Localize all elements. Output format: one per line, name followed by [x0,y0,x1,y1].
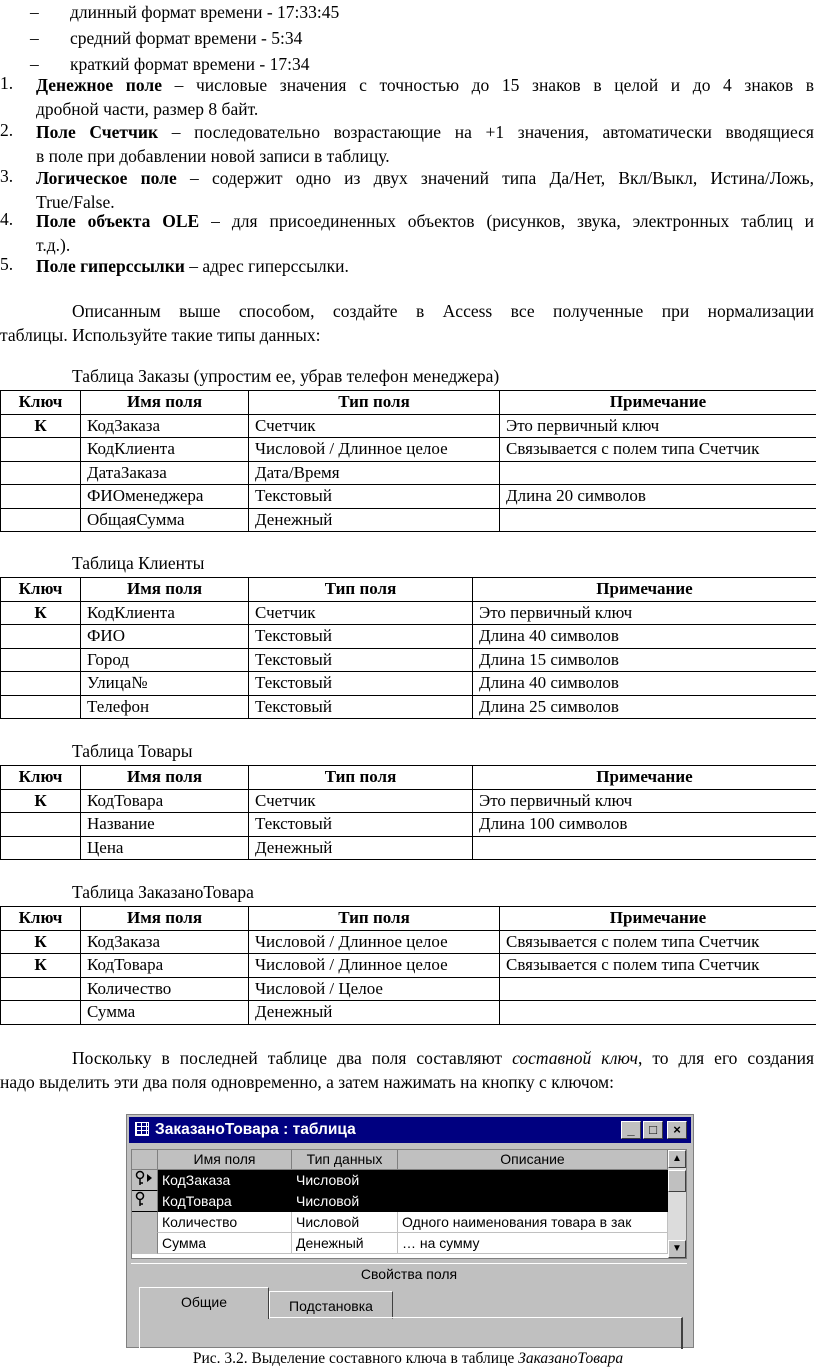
item-text: – адрес гиперссылки. [184,256,349,276]
column-header: Тип поля [249,578,473,602]
field-name-cell: Телефон [81,695,249,719]
item-text-line2: True/False. [36,192,115,212]
data-type-cell[interactable]: Числовой [292,1212,398,1233]
dash-marker: – [30,54,39,74]
window-title-bar[interactable] [129,1117,691,1143]
table-row [1,813,816,837]
description-cell[interactable] [398,1191,668,1212]
field-type-cell: Числовой / Длинное целое [249,954,500,978]
table-icon [135,1122,149,1136]
field-type-cell: Дата/Время [249,461,500,485]
column-header: Ключ [1,391,81,415]
field-name-cell: Цена [81,836,249,860]
item-text: – содержит одно из двух значений типа Да/Нет, Вкл/Выкл, Истина/Ложь, [176,168,815,188]
table-caption: Таблица Клиенты [72,553,205,573]
table-row [1,438,816,462]
note-cell: Связывается с полем типа Счетчик [500,438,816,462]
note-cell: Связывается с полем типа Счетчик [500,930,816,954]
note-cell: Длина 25 символов [473,695,816,719]
table-row[interactable] [132,1191,668,1212]
note-cell: Длина 15 символов [473,648,816,672]
note-cell [500,1001,816,1025]
field-name-cell: КодКлиента [81,438,249,462]
table-caption: Таблица Товары [72,741,193,761]
caption-emphasis: ЗаказаноТовара [518,1350,624,1367]
paragraph-line: таблицы. Используйте такие типы данных: [0,325,321,345]
item-number: 2. [0,120,14,140]
scroll-up-icon[interactable]: ▲ [668,1150,686,1168]
note-cell: Связывается с полем типа Счетчик [500,954,816,978]
field-name-cell: Город [81,648,249,672]
note-cell: Это первичный ключ [500,414,816,438]
dash-marker: – [30,28,39,48]
field-name-cell: КодЗаказа [81,414,249,438]
field-type-cell: Текстовый [249,625,473,649]
data-type-cell[interactable]: Денежный [292,1233,398,1254]
description-cell[interactable] [398,1170,668,1191]
field-name-cell: ОбщаяСумма [81,508,249,532]
item-number: 5. [0,254,14,274]
row-selector-header [132,1150,158,1170]
dash-marker: – [30,2,39,22]
table-row [1,672,816,696]
table-row [1,977,816,1001]
field-type-cell: Текстовый [249,672,473,696]
paragraph-line: надо выделить эти два поля одновременно, а затем нажимать на кнопку с ключом: [0,1072,614,1092]
column-header: Имя поля [81,766,249,790]
item-number: 4. [0,209,14,229]
key-cell: К [1,954,81,978]
field-name-cell: ФИО [81,625,249,649]
key-cell [1,977,81,1001]
table-row [1,836,816,860]
column-header: Тип поля [249,766,473,790]
table-row[interactable] [132,1170,668,1191]
table-row[interactable] [132,1233,668,1254]
key-cell [1,695,81,719]
field-name-cell: КодЗаказа [81,930,249,954]
field-name-cell: ДатаЗаказа [81,461,249,485]
caption-text: Рис. 3.2. Выделение составного ключа в таблице [192,1350,519,1367]
note-cell: Это первичный ключ [473,601,816,625]
paragraph-line: Описанным выше способом, создайте в Access все полученные при нормализации [72,301,814,321]
row-selector[interactable] [132,1170,158,1191]
table-row [1,789,816,813]
table-row [1,461,816,485]
note-cell [500,508,816,532]
key-cell [1,461,81,485]
table-row [1,1001,816,1025]
column-header: Тип поля [249,907,500,931]
note-cell: Длина 100 символов [473,813,816,837]
column-header: Ключ [1,578,81,602]
field-name-cell: Название [81,813,249,837]
field-type-cell: Текстовый [249,485,500,509]
column-header: Имя поля [81,578,249,602]
column-header-data-type[interactable]: Тип данных [292,1150,398,1170]
key-cell: К [1,789,81,813]
field-name-cell: Количество [81,977,249,1001]
note-cell: Длина 20 символов [500,485,816,509]
key-cell [1,1001,81,1025]
figure-caption [0,1350,816,1368]
column-header-description[interactable]: Описание [398,1150,668,1170]
key-cell: К [1,601,81,625]
table-row [1,485,816,509]
description-cell[interactable]: … на сумму [398,1233,668,1254]
table-row[interactable] [132,1212,668,1233]
item-term: Поле гиперссылки [36,256,185,276]
key-cell [1,672,81,696]
row-selector[interactable] [132,1191,158,1212]
scroll-down-icon[interactable]: ▼ [668,1240,686,1258]
column-header: Тип поля [249,391,500,415]
field-name-cell: КодТовара [81,789,249,813]
item-term: Поле объекта OLE [36,211,200,231]
table-clients [0,577,816,719]
column-header: Имя поля [81,907,249,931]
table-row [1,508,816,532]
table-row [1,930,816,954]
field-type-cell: Текстовый [249,695,473,719]
table-row [1,601,816,625]
paragraph-line [0,1046,814,1070]
key-cell: К [1,414,81,438]
emphasis-term: составной ключ [512,1048,638,1068]
field-type-cell: Числовой / Целое [249,977,500,1001]
column-header-field-name[interactable]: Имя поля [158,1150,292,1170]
column-header: Ключ [1,766,81,790]
item-number: 1. [0,73,14,93]
field-type-cell: Числовой / Длинное целое [249,930,500,954]
item-text-line2: т.д.). [36,235,71,255]
table-row [1,954,816,978]
field-name-cell: ФИОменеджера [81,485,249,509]
paragraph-composite-key [0,1046,814,1094]
field-properties-label: Свойства поля [131,1263,687,1284]
table-row [1,695,816,719]
item-number: 3. [0,166,14,186]
item-term: Денежное поле [36,75,162,95]
note-cell: Длина 40 символов [473,672,816,696]
row-selector[interactable] [132,1233,158,1254]
field-type-cell: Текстовый [249,813,473,837]
table-row [1,414,816,438]
item-text: – числовые значения с точностью до 15 знаков в целой и до 4 знаков в [161,75,814,95]
key-cell [1,813,81,837]
minimize-icon[interactable]: _ [621,1121,641,1139]
item-term: Логическое поле [36,168,177,188]
data-type-cell[interactable]: Числовой [292,1191,398,1212]
note-cell: Длина 40 символов [473,625,816,649]
key-cell [1,648,81,672]
table-goods [0,765,816,860]
data-type-cell[interactable]: Числовой [292,1170,398,1191]
item-term: Поле Счетчик [36,122,159,142]
maximize-icon[interactable]: □ [643,1121,663,1139]
key-cell [1,625,81,649]
note-cell: Это первичный ключ [473,789,816,813]
table-row [1,625,816,649]
field-name-cell: Улица№ [81,672,249,696]
description-cell[interactable]: Одного наименования товара в зак [398,1212,668,1233]
field-name-cell: Сумма [81,1001,249,1025]
paragraph-instructions [0,299,814,347]
close-icon[interactable]: × [667,1121,687,1139]
table-row [1,648,816,672]
item-text: – последовательно возрастающие на +1 значения, автоматически вводящиеся [158,122,814,142]
field-type-cell: Денежный [249,1001,500,1025]
tab-lookup[interactable]: Подстановка [269,1291,393,1319]
column-header: Примечание [473,766,816,790]
column-header: Ключ [1,907,81,931]
note-cell [500,461,816,485]
window-title: ЗаказаноТовара : таблица [155,1121,356,1138]
vertical-scrollbar[interactable] [668,1150,686,1258]
field-type-cell: Счетчик [249,601,473,625]
key-cell [1,836,81,860]
access-table-window [126,1114,694,1348]
field-type-cell: Счетчик [249,789,473,813]
key-icon [134,1191,154,1207]
scroll-thumb[interactable] [668,1170,686,1192]
column-header: Примечание [500,907,816,931]
key-icon [134,1170,154,1186]
field-type-cell: Текстовый [249,648,473,672]
item-text: – для присоединенных объектов (рисунков, звука, электронных таблиц и [199,211,815,231]
key-cell: К [1,930,81,954]
list-item-text: длинный формат времени - 17:33:45 [70,2,340,22]
field-name-cell[interactable]: КодТовара [158,1191,292,1212]
key-cell [1,485,81,509]
item-text-line2: в поле при добавлении новой записи в таблицу. [36,146,390,166]
column-header: Примечание [473,578,816,602]
note-cell [473,836,816,860]
item-text-line2: дробной части, размер 8 байт. [36,99,259,119]
field-type-cell: Денежный [249,508,500,532]
column-header: Примечание [500,391,816,415]
field-name-cell: КодТовара [81,954,249,978]
key-cell [1,508,81,532]
table-caption: Таблица Заказы (упростим ее, убрав телефон менеджера) [72,366,500,386]
table-ordered-goods [0,906,816,1025]
row-selector[interactable] [132,1212,158,1233]
field-name-cell[interactable]: КодЗаказа [158,1170,292,1191]
field-type-cell: Счетчик [249,414,500,438]
field-type-cell: Числовой / Длинное целое [249,438,500,462]
list-item-text: краткий формат времени - 17:34 [70,54,310,74]
key-cell [1,438,81,462]
tab-general[interactable]: Общие [139,1287,269,1319]
text-run: , то для его создания [637,1048,815,1068]
field-name-cell: КодКлиента [81,601,249,625]
text-run: Поскольку в последней таблице два поля составляют [72,1048,513,1068]
field-type-cell: Денежный [249,836,473,860]
tab-panel [139,1317,683,1349]
field-grid [131,1149,687,1259]
table-orders [0,390,816,532]
field-name-cell[interactable]: Количество [158,1212,292,1233]
field-name-cell[interactable]: Сумма [158,1233,292,1254]
note-cell [500,977,816,1001]
table-caption: Таблица ЗаказаноТовара [72,882,254,902]
column-header: Имя поля [81,391,249,415]
list-item-text: средний формат времени - 5:34 [70,28,303,48]
